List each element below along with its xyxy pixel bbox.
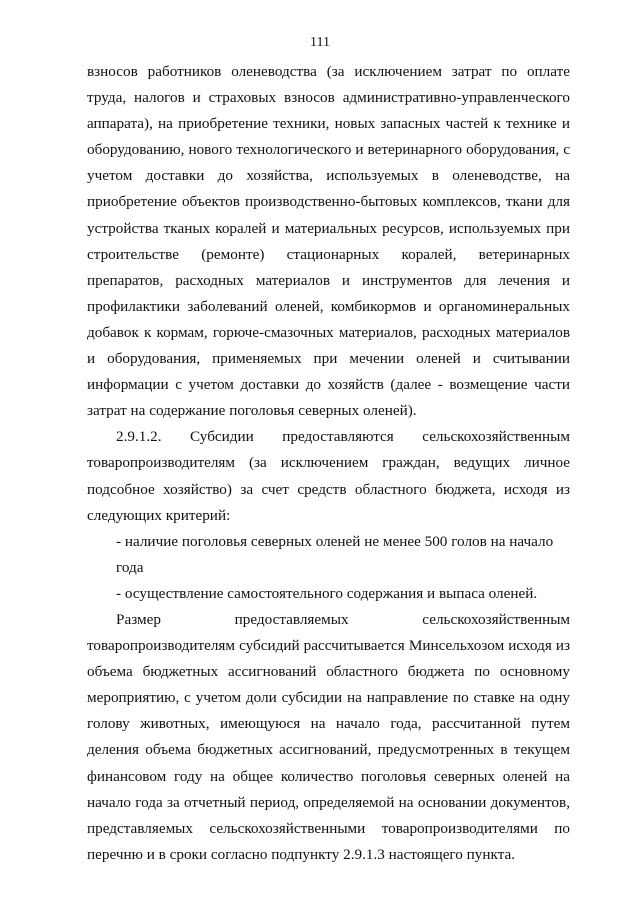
paragraph-continuation: взносов работников оленеводства (за исключением затрат по оплате труда, налогов и страховых взносов административно-управленческого аппарата), на приобретение техники, новых запасных частей к технике и оборудованию, нового технологического и ветеринарного оборудования, с учетом доставки до хозяйства, используемых в оленеводстве, на приобретение объектов производственно-бытовых комплексов, ткани для устройства тканых коралей и материальных ресурсов, используемых при строительстве (ремонте) стационарных коралей, ветеринарных препаратов, расходных материалов и инструментов для лечения и профилактики заболеваний оленей, комбикормов и органоминеральных добавок к кормам, горюче-смазочных материалов, расходных материалов и оборудования, применяемых при мечении оленей и считывании информации с учетом доставки до хозяйств (далее - возмещение части затрат на содержание поголовья северных оленей). — [87, 63, 570, 420]
document-body — [87, 59, 570, 868]
criterion-item-2: - осуществление самостоятельного содержания и выпаса оленей. — [116, 584, 538, 602]
paragraph-size-body: товаропроизводителям субсидий рассчитывается Минсельхозом исходя из объема бюджетных ассигнований областного бюджета по основному мероприятию, с учетом доли субсидии на направление по ставке на одну голову животных, имеющуюся на начало года, рассчитанной путем деления объема бюджетных ассигнований, предусмотренных в текущем финансовом году на общее количество поголовья северных оленей на начало года за отчетный период, определяемой на основании документов, представляемых сельскохозяйственными товаропроизводителями по перечню и в сроки согласно подпункту 2.9.1.3 настоящего пункта. — [87, 637, 570, 863]
paragraph-size-start-part-2: сельскохозяйственным — [422, 610, 571, 628]
paragraph-size-start — [87, 607, 570, 633]
page-number: 111 — [310, 35, 330, 50]
criterion-item-1: - наличие поголовья северных оленей не менее 500 голов на начало года — [116, 532, 554, 576]
paragraph-size-start-part-1: Размер предоставляемых — [116, 610, 349, 628]
paragraph-2-9-1-2: 2.9.1.2. Субсидии предоставляются сельскохозяйственным товаропроизводителям (за исключением граждан, ведущих личное подсобное хозяйство) за счет средств областного бюджета, исходя из следующих критерий: — [87, 428, 570, 524]
